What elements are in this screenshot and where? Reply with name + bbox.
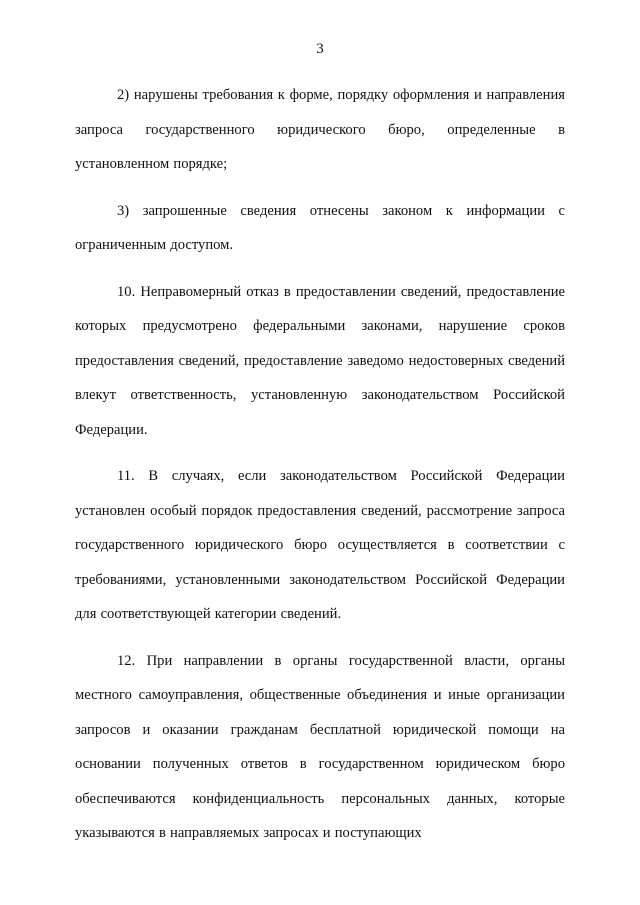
paragraph-12-confidentiality: 12. При направлении в органы государственной власти, органы местного самоуправления, общественные объединения и иные организации запросов и оказании гражданам бесплатной юридической помощи на основании полученных ответов в государственном юридическом бюро обеспечиваются конфиденциальность персональных данных, которые указываются в направляемых запросах и поступающих — [75, 652, 565, 841]
paragraph-11-special-procedure: 11. В случаях, если законодательством Российской Федерации установлен особый порядок предоставления сведений, рассмотрение запроса государственного юридического бюро осуществляется в соответствии с требованиями, установленными законодательством Российской Федерации для соответствующей категории сведений. — [75, 468, 565, 622]
document-body — [75, 78, 565, 863]
paragraph-item-3-restricted-info: 3) запрошенные сведения отнесены законом к информации с ограниченным доступом. — [75, 202, 565, 253]
page-number: 3 — [316, 41, 324, 57]
paragraph-10-unlawful-refusal: 10. Неправомерный отказ в предоставлении сведений, предоставление которых предусмотрено федеральными законами, нарушение сроков предоставления сведений, предоставление заведомо недостоверных сведений влекут ответственность, установленную законодательством Российской Федерации. — [75, 283, 565, 438]
paragraph-item-2-violation: 2) нарушены требования к форме, порядку оформления и направления запроса государственного юридического бюро, определенные в установленном порядке; — [75, 87, 565, 172]
